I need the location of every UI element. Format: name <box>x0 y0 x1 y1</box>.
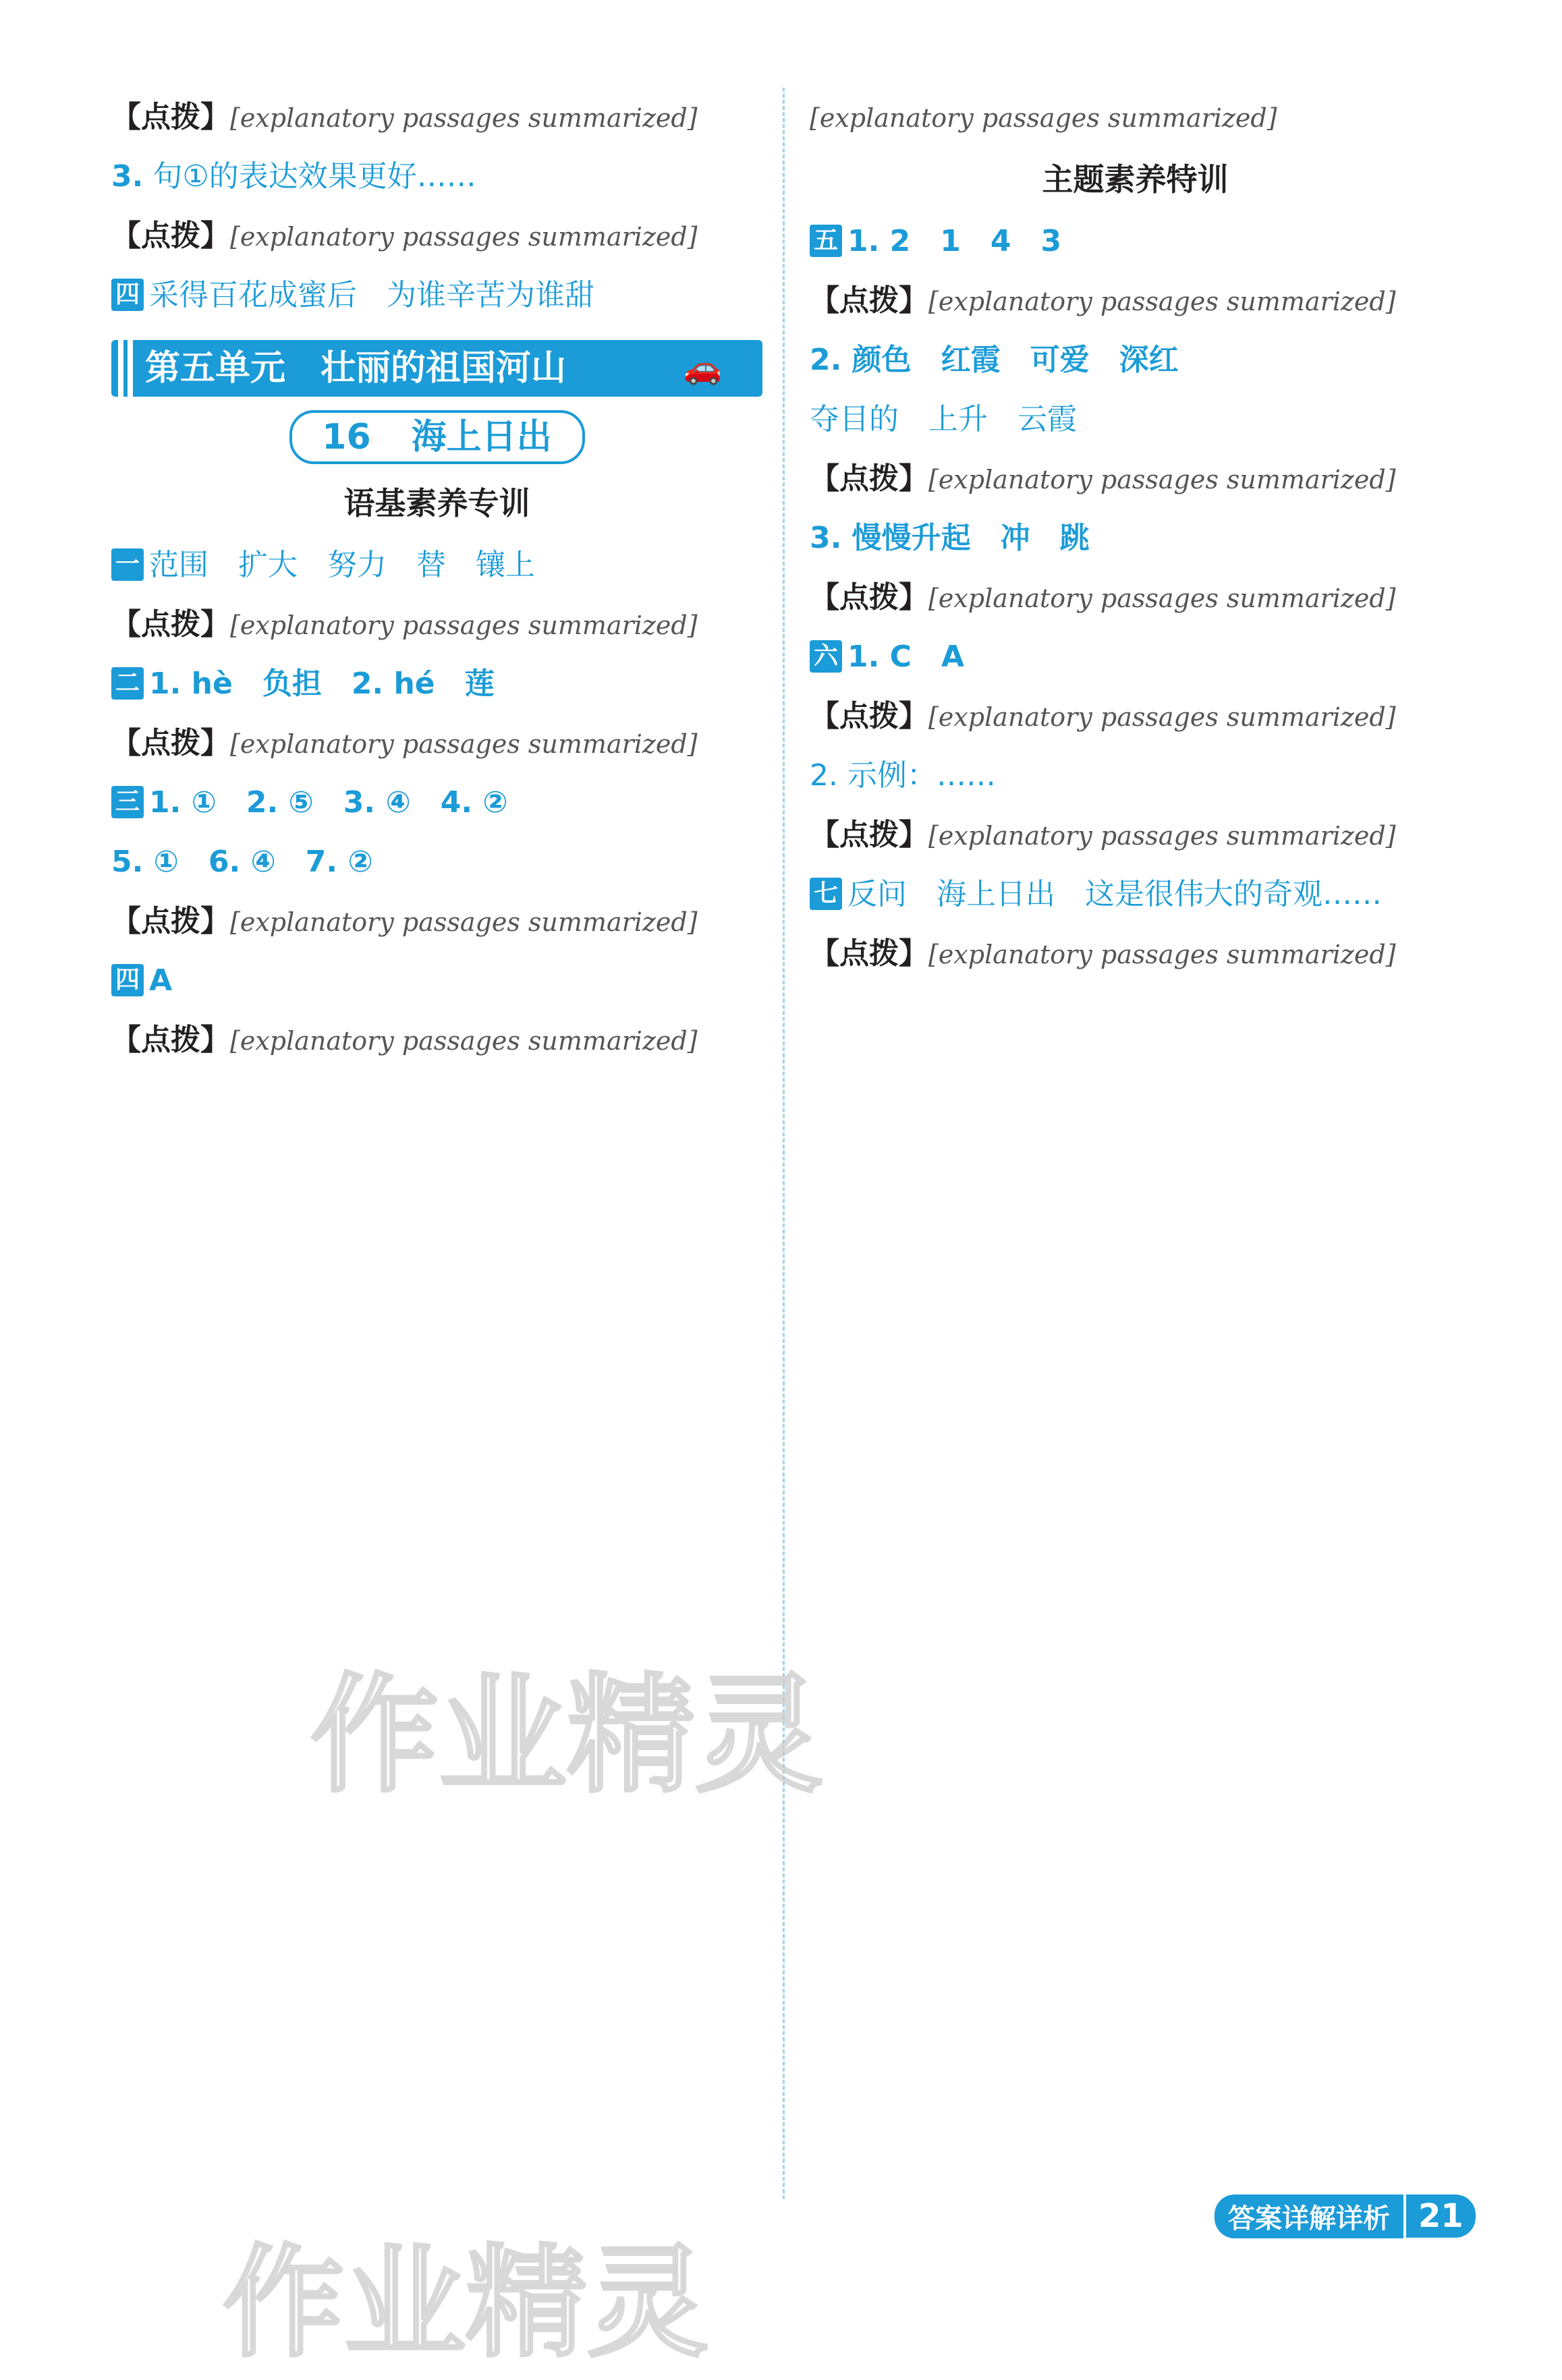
lesson-title: 16 海上日出 <box>289 410 585 464</box>
left-column: 【点拨】[explanatory passages summarized] 3. 句①的表达效果更好…… 【点拨】[explanatory passages summarized] 四 采得百花成蜜后 为谁辛苦为谁甜 第五单元 壮丽的祖国河山 🚗 16 海上日出 语基素养专训 一 范围 扩大 努力 替 镶上 【点拨】[explanatory passages summarized] 二 1. hè 负担 2. hé 莲 【点拨】[explanatory passages summarized] 三 1. ① 2. ⑤ 3. ④ 4. ② 5. ① 6. ④ 7. ② 【点拨】[explanatory passages summarized] 四 A 【点拨】[explanatory passages summarized] <box>111 88 762 1070</box>
right-column: [explanatory passages summarized] 主题素养特训 五 1. 2 1 4 3 【点拨】[explanatory passages summarized] 2. 颜色 红霞 可爱 深红 夺目的 上升 云霞 【点拨】[explanatory passages summarized] 3. 慢慢升起 冲 跳 【点拨】[explanatory passages summarized] 六 1. C A 【点拨】[explanatory passages summarized] 2. 示例：…… 【点拨】[explanatory passages summarized] 七 反问 海上日出 这是很伟大的奇观…… 【点拨】[explanatory passages summarized] <box>810 88 1461 984</box>
answer-section-2: 二 1. hè 负担 2. hé 莲 <box>111 654 762 714</box>
hint-block: 【点拨】[explanatory passages summarized] <box>111 219 698 253</box>
answer-section-3: 三 1. ① 2. ⑤ 3. ④ 4. ② <box>111 773 762 832</box>
unit-banner: 第五单元 壮丽的祖国河山 🚗 <box>111 340 762 397</box>
page-number: 21 <box>1406 2194 1476 2238</box>
answer-section-5: 五 1. 2 1 4 3 <box>810 212 1461 271</box>
watermark: 作业精灵 <box>310 1661 824 1810</box>
section-heading: 主题素养特训 <box>1042 161 1229 198</box>
footer-badge: 答案详解详析 21 <box>1215 2192 1476 2240</box>
answer-section-4: 四 采得百花成蜜后 为谁辛苦为谁甜 <box>111 266 762 325</box>
section-heading: 语基素养专训 <box>343 485 530 521</box>
column-divider <box>783 88 785 2199</box>
car-icon: 🚗 <box>683 349 722 386</box>
answer-section-7: 七 反问 海上日出 这是很伟大的奇观…… <box>810 865 1461 924</box>
answer-section-4b: 四 A <box>111 951 762 1011</box>
answer-section-6: 六 1. C A <box>810 627 1461 687</box>
answer-q3: 3. 句①的表达效果更好…… <box>111 159 476 194</box>
hint-block: 【点拨】[explanatory passages summarized] <box>111 100 698 134</box>
answer-section-1: 一 范围 扩大 努力 替 镶上 <box>111 536 762 595</box>
watermark: 作业精灵 <box>223 2233 709 2374</box>
